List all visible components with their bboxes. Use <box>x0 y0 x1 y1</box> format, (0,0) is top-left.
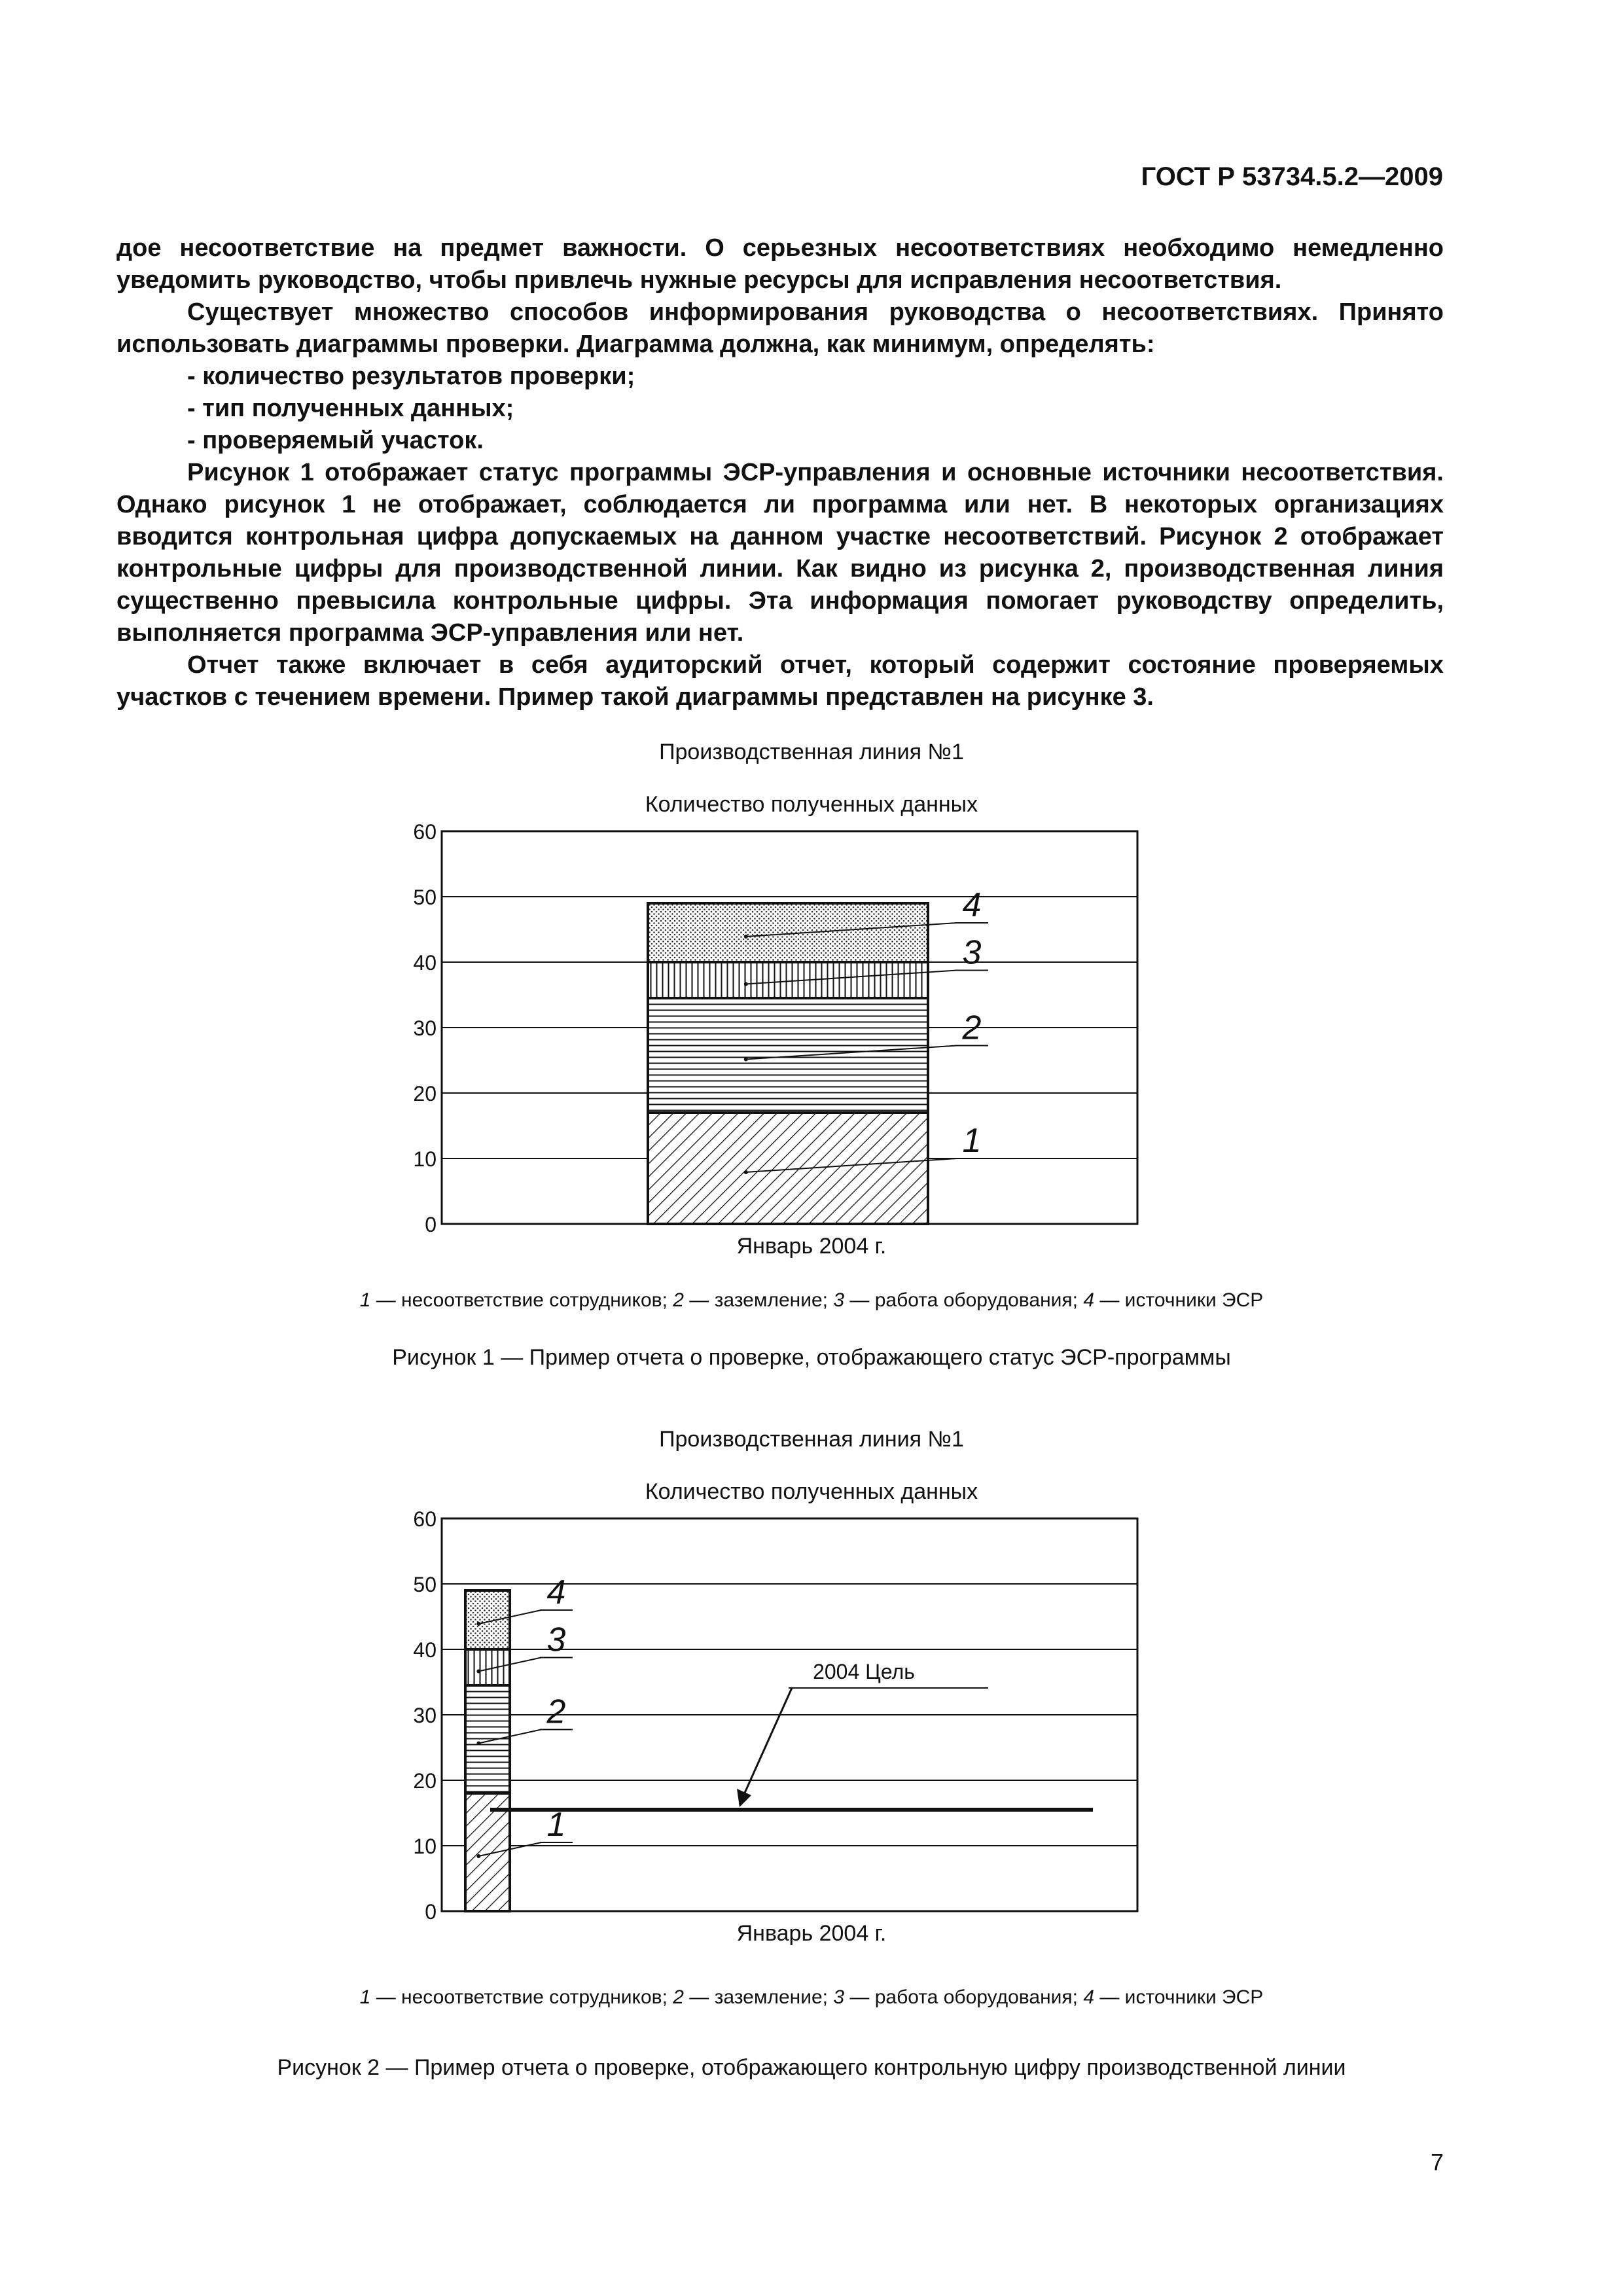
figure-2 <box>0 1424 1623 2098</box>
series-label-2: 2 <box>546 1693 566 1731</box>
bar-segment-3 <box>648 962 928 998</box>
list-item: - проверяемый участок. <box>187 427 484 454</box>
legend-num: 3 <box>833 1289 845 1311</box>
bar-segment-2 <box>648 998 928 1113</box>
bar-segment-3 <box>465 1649 510 1685</box>
target-label: 2004 Цель <box>813 1660 915 1683</box>
y-tick-label: 50 <box>413 886 437 909</box>
legend-num: 4 <box>1083 1289 1095 1311</box>
series-label-3: 3 <box>962 933 982 972</box>
figure-caption: Рисунок 2 — Пример отчета о проверке, отображающего контрольную цифру производственной линии <box>277 2055 1346 2080</box>
y-tick-label: 20 <box>413 1082 437 1105</box>
series-label-1: 1 <box>546 1806 566 1844</box>
y-tick-label: 10 <box>413 1835 437 1858</box>
legend-text: — несоответствие сотрудников; <box>370 1289 673 1311</box>
figure-legend <box>0 1986 1623 2009</box>
y-tick-label: 40 <box>413 951 437 975</box>
y-tick-label: 0 <box>425 1213 437 1234</box>
x-category-label: Январь 2004 г. <box>736 1234 887 1259</box>
y-tick-label: 0 <box>425 1900 437 1921</box>
y-tick-label: 50 <box>413 1573 437 1596</box>
legend-num: 3 <box>833 1986 845 2008</box>
chart-subtitle: Количество полученных данных <box>645 1479 978 1504</box>
document-standard-header: ГОСТ Р 53734.5.2—2009 <box>1141 162 1443 191</box>
paragraph: дое несоответствие на предмет важности. О серьезных несоответствиях необходимо немедленно уведомить руководство, чтобы привлечь нужные ресурсы для исправления несоответствия. <box>116 234 1444 294</box>
paragraph: Рисунок 1 отображает статус программы ЭСР-управления и основные источники несоответствия. Однако рисунок 1 не отображает, соблюдается ли программа или нет. В некоторых организациях вводится контрольная цифра допускаемых на данном участке несоответствий. Рисунок 2 отображает контрольные цифры для производственной линии. Как видно из рисунка 2, производственная линия существенно превысила контрольные цифры. Эта информация помогает руководству определить, выполняется программа ЭСР-управления или нет. <box>116 459 1444 647</box>
chart-title: Производственная линия №1 <box>659 740 964 764</box>
legend-text: — заземление; <box>683 1289 834 1311</box>
paragraph: Существует множество способов информирования руководства о несоответствиях. Принято использовать диаграммы проверки. Диаграмма должна, как минимум, определять: <box>116 298 1444 358</box>
y-tick-label: 60 <box>413 1507 437 1531</box>
legend-num: 1 <box>359 1986 371 2008</box>
legend-num: 1 <box>359 1289 371 1311</box>
legend-text: — несоответствие сотрудников; <box>370 1986 673 2008</box>
bar-segment-4 <box>465 1590 510 1649</box>
chart-2 <box>0 1424 1623 1921</box>
series-label-4: 4 <box>546 1573 566 1611</box>
paragraph: Отчет также включает в себя аудиторский отчет, который содержит состояние проверяемых участков с течением времени. Пример такой диаграммы представлен на рисунке 3. <box>116 651 1444 711</box>
series-label-3: 3 <box>546 1621 566 1659</box>
y-tick-label: 20 <box>413 1769 437 1793</box>
figure-caption: Рисунок 1 — Пример отчета о проверке, отображающего статус ЭСР-программы <box>392 1345 1231 1370</box>
chart-subtitle: Количество полученных данных <box>645 792 978 817</box>
list-item: - количество результатов проверки; <box>187 363 635 390</box>
legend-text: — работа оборудования; <box>844 1289 1084 1311</box>
figure-1 <box>0 736 1623 1384</box>
legend-num: 2 <box>673 1289 684 1311</box>
chart-1 <box>0 736 1623 1234</box>
legend-text: — заземление; <box>683 1986 834 2008</box>
bar-segment-2 <box>465 1685 510 1793</box>
x-category-label: Январь 2004 г. <box>736 1921 887 1946</box>
legend-text: — работа оборудования; <box>844 1986 1084 2008</box>
y-tick-label: 60 <box>413 820 437 844</box>
legend-num: 2 <box>673 1986 684 2008</box>
list-item: - тип полученных данных; <box>187 395 514 422</box>
body-text <box>116 232 1444 713</box>
target-arrow <box>740 1688 792 1804</box>
figure-legend <box>0 1289 1623 1312</box>
legend-text: — источники ЭСР <box>1094 1289 1264 1311</box>
series-label-4: 4 <box>962 886 982 924</box>
y-tick-label: 30 <box>413 1704 437 1727</box>
bar-segment-4 <box>648 903 928 962</box>
legend-num: 4 <box>1083 1986 1095 2008</box>
chart-title: Производственная линия №1 <box>659 1427 964 1452</box>
y-tick-label: 10 <box>413 1147 437 1171</box>
series-label-2: 2 <box>962 1009 982 1047</box>
legend-text: — источники ЭСР <box>1094 1986 1264 2008</box>
y-tick-label: 40 <box>413 1638 437 1662</box>
page-number: 7 <box>1430 2149 1444 2176</box>
y-tick-label: 30 <box>413 1016 437 1040</box>
target-arrowhead <box>737 1789 751 1807</box>
series-label-1: 1 <box>962 1122 982 1160</box>
bar-segment-1 <box>648 1113 928 1224</box>
